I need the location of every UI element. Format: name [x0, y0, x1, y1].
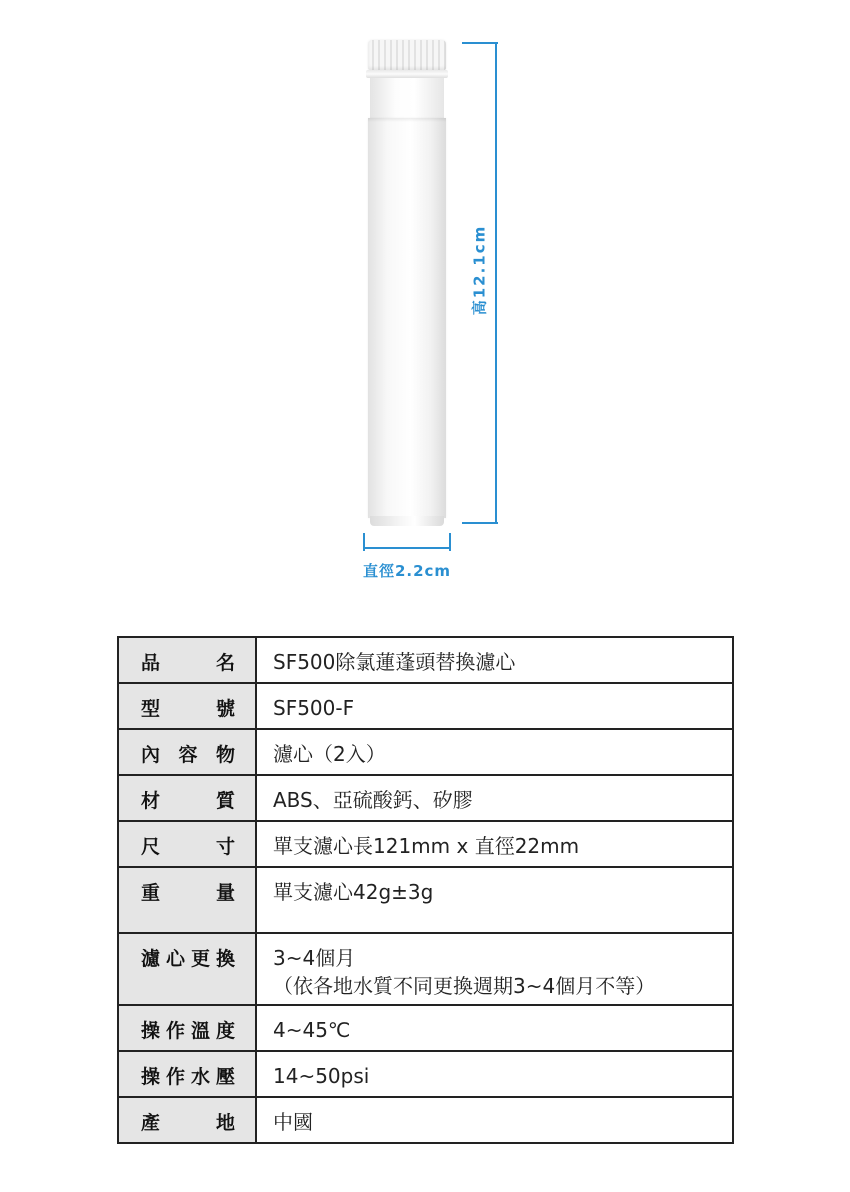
cartridge-cap: [368, 40, 446, 70]
cartridge-neck: [370, 78, 444, 118]
spec-row-origin: [118, 1097, 733, 1143]
spec-row-contents: [118, 729, 733, 775]
spec-label: 產 地: [118, 1097, 256, 1143]
spec-value: ABS、亞硫酸鈣、矽膠: [256, 775, 733, 821]
cartridge-ring: [366, 70, 448, 78]
spec-row-weight: [118, 867, 733, 933]
spec-value-line: 3~4個月: [273, 946, 356, 970]
spec-label: 內容物: [118, 729, 256, 775]
spec-value-line: （依各地水質不同更換週期3~4個月不等）: [273, 974, 656, 998]
diameter-dimension-line: [363, 533, 451, 551]
spec-label: 品 名: [118, 637, 256, 683]
spec-value: 單支濾心42g±3g: [256, 867, 733, 933]
spec-value: 濾心（2入）: [256, 729, 733, 775]
cartridge-body: [368, 118, 446, 518]
spec-row-model: [118, 683, 733, 729]
spec-value: [256, 933, 733, 1005]
spec-label: 尺 寸: [118, 821, 256, 867]
spec-value: 單支濾心長121mm x 直徑22mm: [256, 821, 733, 867]
spec-row-replacement: [118, 933, 733, 1005]
spec-row-name: [118, 637, 733, 683]
height-label: 高12.1cm: [470, 224, 489, 316]
spec-row-temperature: [118, 1005, 733, 1051]
spec-value: 4~45℃: [256, 1005, 733, 1051]
spec-label: 濾心更換: [118, 933, 256, 1005]
spec-label: 重 量: [118, 867, 256, 933]
spec-value: 14~50psi: [256, 1051, 733, 1097]
spec-row-pressure: [118, 1051, 733, 1097]
spec-row-material: [118, 775, 733, 821]
spec-value: 中國: [256, 1097, 733, 1143]
spec-label: 操作水壓: [118, 1051, 256, 1097]
spec-label: 材 質: [118, 775, 256, 821]
spec-value: SF500-F: [256, 683, 733, 729]
spec-row-size: [118, 821, 733, 867]
filter-cartridge-image: [366, 40, 448, 526]
cartridge-bottom: [370, 516, 444, 526]
spec-table: [117, 636, 734, 1144]
diameter-label: 直徑2.2cm: [362, 562, 452, 580]
spec-label: 操作溫度: [118, 1005, 256, 1051]
spec-label: 型 號: [118, 683, 256, 729]
spec-value: SF500除氯蓮蓬頭替換濾心: [256, 637, 733, 683]
